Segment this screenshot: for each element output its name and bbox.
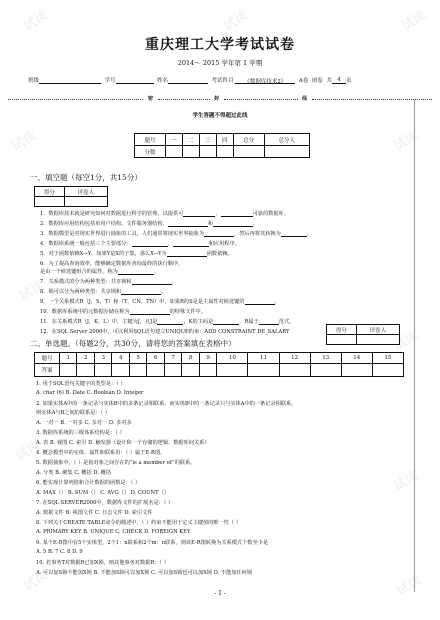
question-line: 9．一个关系模式R（J，S，T）和（T，CN，TN）中，如果R的S是是主属性对候选键的 。	[40, 299, 280, 305]
seal-xian: 线	[302, 96, 308, 102]
pages-label: 共	[326, 78, 332, 84]
score-header: 一	[166, 134, 183, 146]
grader-box	[326, 324, 400, 345]
score-table	[134, 133, 310, 158]
answer-cell[interactable]	[248, 364, 279, 377]
question-line: 6．为了提高查询效率，能够确定数据库查询最终的执行顺序，	[40, 261, 184, 267]
watermark: 试读	[220, 8, 252, 35]
answer-header: 1	[60, 353, 77, 364]
id-label: 学号	[104, 78, 116, 84]
answer-header: 题号	[35, 353, 60, 364]
class-field[interactable]	[39, 77, 101, 84]
id-field[interactable]	[116, 77, 154, 84]
dotted-divider	[8, 99, 143, 100]
answer-cell[interactable]	[217, 364, 248, 377]
answer-cell[interactable]	[147, 364, 164, 377]
paper-type: A卷	[298, 78, 309, 84]
choice-line: 7. 在SQL SERVER2000中，数据库文件的扩展名是：（ ）	[36, 500, 174, 506]
answer-header: 3	[94, 353, 111, 364]
grader-cell[interactable]	[64, 197, 107, 207]
score-header: 题号	[135, 134, 166, 146]
subject-field	[235, 77, 295, 84]
choice-line: 3. 数据库系统的三级体系结构是：（ ）	[36, 430, 125, 436]
answer-cell[interactable]	[60, 364, 77, 377]
answer-header: 7	[164, 353, 181, 364]
watermark: 试读	[20, 8, 52, 35]
question-line: 4．数据库系统一般包括三个主要部分： 、 和应用程序。	[40, 241, 240, 247]
watermark: 试读	[20, 568, 52, 595]
choice-line: 10. 若事务T对数据R已加X锁，则其他事务对数据R：（ ）	[36, 560, 169, 566]
answer-header: 14	[341, 353, 372, 364]
answer-header: 13	[310, 353, 341, 364]
answer-header: 5	[129, 353, 146, 364]
question-line: 11．在关系模式R（J，K，L）中，主键为J，且J是 ，K的主码是 ，R属于 范式。	[40, 319, 295, 325]
watermark: 试读	[390, 328, 422, 355]
answer-header: 9	[199, 353, 216, 364]
answer-cell[interactable]	[310, 364, 341, 377]
question-line: 是由一个候选键组合的属性，称为 。	[40, 269, 160, 275]
choice-line: 9. 某个E-R图中有5个实体型，2个1：n联系和2个m：n联系，则该E-R图转换为关系模式个数至少是	[36, 540, 269, 546]
pages-unit: 页	[345, 78, 352, 84]
pages-field	[332, 77, 346, 84]
watermark: 试读	[12, 438, 44, 465]
choice-line: A. 一对一 B. 一对多 C. 多对一 D. 多对多	[36, 420, 132, 426]
answer-header: 4	[112, 353, 129, 364]
grader-cell[interactable]	[356, 335, 399, 345]
score-cell[interactable]	[166, 146, 183, 158]
choice-line: 4. 概念模型中的实体、属性和联系用：（ ）属于E-R图。	[36, 450, 166, 456]
choice-line: A. 分类 B. 聚集 C. 概括 D. 概括	[36, 470, 111, 476]
score-header: 总分人	[264, 134, 309, 146]
score-header: 总分	[233, 134, 264, 146]
watermark: 试读	[390, 128, 422, 155]
question-line: 10．数据库系统中的元数据存储在称为 的特殊文件中。	[40, 309, 206, 315]
answer-row-label: 答案	[35, 364, 60, 377]
section-title: 二、单选题。（每题2分，共30分，请将您的答案填在表格中）	[30, 339, 236, 348]
question-line: 12．在SQL Server 2000中，可以利用SQL语句建立UNIQUE约束：ADD CONSTRAINT DE_SALARY	[40, 329, 290, 335]
answer-cell[interactable]	[94, 364, 111, 377]
question-line: 7．关系模式的分为两种类型：共享锁和 。	[40, 279, 177, 285]
answer-header: 11	[248, 353, 279, 364]
answer-cell[interactable]	[164, 364, 181, 377]
answer-cell[interactable]	[182, 364, 199, 377]
choice-line: 8. 下列关于CREATE TABLE命令的描述中，（ ）约束不能用于定义主键值的唯一性（ ）	[36, 520, 241, 526]
page-frame-right	[414, 100, 415, 592]
watermark: 试读	[8, 128, 40, 155]
grader-box	[34, 186, 108, 207]
choice-line: A. 可以加S锁不能加X锁 B. 不能加S锁可以加X锁 C. 可以加S锁也可以加X锁 D. 不能加任何锁	[36, 570, 253, 576]
answer-header: 6	[147, 353, 164, 364]
seal-mi: 密	[148, 96, 154, 102]
exam-title: 重庆理工大学考试试卷	[145, 37, 295, 53]
seal-feng: 封	[214, 96, 220, 102]
question-line: 2．数据库应用结构包括单用户结构、文件服务器结构、 和 。	[40, 221, 259, 227]
choice-line: 6. 能实现计算列值和合计数据的函数是：（ ）	[36, 480, 141, 486]
score-cell[interactable]	[199, 146, 216, 158]
question-line: 5．对于函数依赖X→Y，如果Y是X的子集，那么X→Y为 函数依赖。	[40, 251, 233, 257]
choice-line: 5. 数据抽象中，（ ）是指对象之间存在的“is a member of”的联系。	[36, 460, 196, 466]
answer-header: 15	[372, 353, 403, 364]
grader-label: 评卷人	[64, 187, 107, 197]
exam-type: 闭卷	[311, 78, 323, 84]
score-cell[interactable]	[233, 146, 264, 158]
grader-score-label: 得分	[35, 187, 65, 197]
score-header: 四	[216, 134, 233, 146]
answer-header: 8	[182, 353, 199, 364]
answer-notice: 学生答题不得超过此线	[192, 113, 248, 119]
watermark: 试读	[398, 8, 430, 35]
dotted-divider	[224, 99, 298, 100]
choice-line: A. char (6) B. Date C. Boolean D. Integer	[36, 390, 144, 396]
name-field[interactable]	[168, 77, 208, 84]
question-line: 8．锁可以分为两种类型：共享锁和 。	[40, 289, 167, 295]
dotted-divider	[158, 99, 210, 100]
score-row-label: 分数	[135, 146, 166, 158]
question-line: 1．数据库技术就是研究如何对数据进行科学的管理，以提供可 、 可靠的数据库。	[40, 211, 289, 217]
grader-label: 评卷人	[356, 325, 399, 335]
grader-score-cell[interactable]	[35, 197, 65, 207]
choice-line: A. 5 B. 7 C. 8 D. 9	[36, 549, 83, 555]
score-cell[interactable]	[264, 146, 309, 158]
grader-score-label: 得分	[327, 325, 357, 335]
choice-line: 则实体A与B之间的联系是：（ ）	[36, 410, 111, 416]
question-line: 3．数据模型是对现实世界进行抽象的工具，人们通常将现实世界抽象为 ，然后再将其转换为 。	[40, 231, 313, 237]
student-info-line	[28, 76, 418, 84]
answer-cell[interactable]	[372, 364, 403, 377]
score-header: 二	[182, 134, 199, 146]
seal-line	[8, 96, 432, 102]
watermark: 试读	[393, 573, 425, 600]
semester-line: 2014～ 2015 学年第 1 学期	[177, 59, 263, 67]
answer-cell[interactable]	[341, 364, 372, 377]
choice-line: A. 数据文件 B. 视图文件 C. 日志文件 D. 索引文件	[36, 510, 153, 516]
choice-line: A. PRIMARY KEY B. UNIQUE C. CHECK D. FOREIGN KEY	[36, 529, 191, 535]
choice-line: A. 表 B. 视图 C. 索引 D. 触发器（设计和一个存储的逻辑、数据库间关系）	[36, 440, 210, 446]
answer-cell[interactable]	[112, 364, 129, 377]
score-cell[interactable]	[182, 146, 199, 158]
class-label: 班级	[28, 78, 40, 84]
answer-header: 2	[77, 353, 94, 364]
answer-header: 12	[279, 353, 310, 364]
section-title: 一、填空题（每空1分，共15分）	[30, 173, 142, 182]
answer-cell[interactable]	[199, 364, 216, 377]
answer-cell[interactable]	[77, 364, 94, 377]
name-label: 姓名	[157, 78, 169, 84]
grader-score-cell[interactable]	[327, 335, 357, 345]
answer-cell[interactable]	[129, 364, 146, 377]
answer-table	[34, 352, 404, 377]
watermark: 试读	[390, 468, 422, 495]
pages-value: 4	[337, 77, 341, 83]
page-number: - 1 -	[214, 590, 226, 597]
choice-line: 2. 如果实体A中的一条记录与实体B中的多条记录相联系，而实体B中的一条记录只与实体A中的一条记录相联系，	[36, 401, 297, 407]
score-cell[interactable]	[216, 146, 233, 158]
watermark: 试读	[16, 278, 48, 305]
score-header: 三	[199, 134, 216, 146]
choice-line: A. MAX（） B. SUM（） C. AVG（） D. COUNT（）	[36, 490, 169, 496]
subject-label: 考试科目	[211, 78, 234, 84]
answer-header: 10	[217, 353, 248, 364]
answer-cell[interactable]	[279, 364, 310, 377]
subject-value: 《数据库技术2》	[244, 79, 287, 85]
choice-line: 1. 用于SQL语句关键字的类型是：（ ）	[36, 381, 126, 387]
